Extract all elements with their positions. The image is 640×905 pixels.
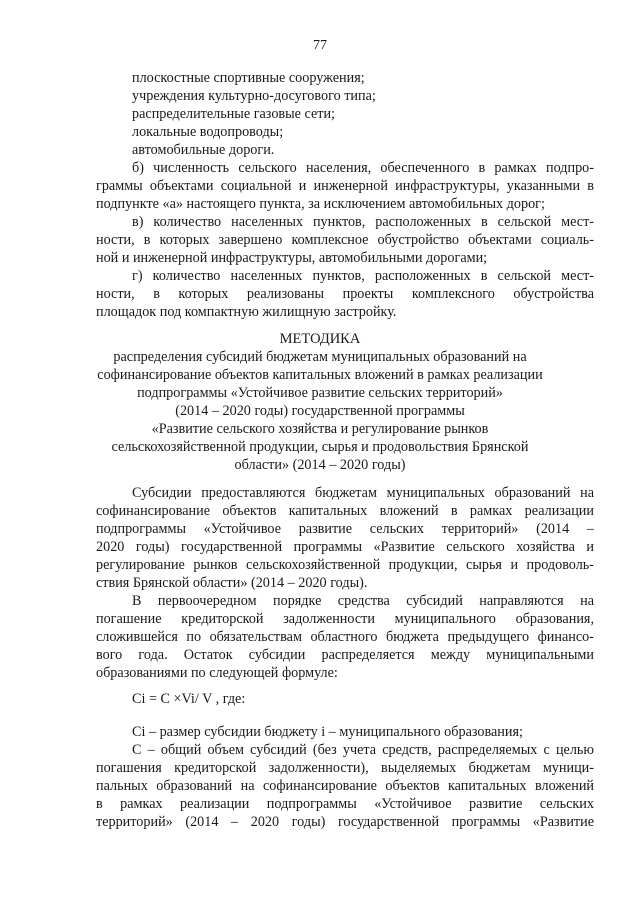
list-item: распределительные газовые сети; [132, 106, 335, 122]
section-title: МЕТОДИКА [279, 331, 361, 347]
paragraph-line: регулирование рынков сельскохозяйственной продукции, сырья и продоволь- [96, 557, 594, 573]
section-subtitle-line: (2014 – 2020 годы) государственной программы [175, 403, 465, 419]
definition-line: Ci – размер субсидии бюджету i – муниципального образования; [132, 724, 523, 740]
definition-line: в рамках реализации подпрограммы «Устойчивое развитие сельских [96, 796, 594, 812]
page-number: 77 [313, 38, 327, 53]
list-item: автомобильные дороги. [132, 142, 275, 158]
section-subtitle-line: распределения субсидий бюджетам муниципальных образований на [113, 349, 527, 365]
paragraph-line: ствия Брянской области» (2014 – 2020 годы). [96, 575, 368, 591]
paragraph-line: площадок под компактную жилищную застройку. [96, 304, 397, 320]
paragraph-line: сложившейся по обязательствам областного бюджета предыдущего финансо- [96, 629, 594, 645]
definition-line: пальных образований на софинансирование объектов капитальных вложений [96, 778, 594, 794]
section-subtitle-line: «Развитие сельского хозяйства и регулирование рынков [151, 421, 489, 437]
section-subtitle-line: сельскохозяйственной продукции, сырья и продовольствия Брянской [111, 439, 529, 455]
paragraph-line: г) количество населенных пунктов, расположенных в сельской мест- [132, 268, 594, 284]
paragraph-line: 2020 годы) государственной программы «Развитие сельского хозяйства и [96, 539, 594, 555]
formula: Ci = C ×Vi/ V , где: [132, 691, 246, 707]
paragraph-line: ной и инженерной инфраструктуры, автомобильными дорогами; [96, 250, 488, 266]
paragraph-line: софинансирование объектов капитальных вложений в рамках реализации [96, 503, 594, 519]
paragraph-line: погашение кредиторской задолженности муниципального образования, [96, 611, 594, 627]
definition-line: территорий» (2014 – 2020 годы) государственной программы «Развитие [96, 814, 594, 830]
paragraph-line: вого года. Остаток субсидии распределяется между муниципальными [96, 647, 594, 663]
section-subtitle-line: подпрограммы «Устойчивое развитие сельских территорий» [137, 385, 503, 401]
paragraph-line: граммы объектами социальной и инженерной инфраструктуры, указанными в [96, 178, 594, 194]
list-item: локальные водопроводы; [132, 124, 284, 140]
paragraph-line: подпункте «а» настоящего пункта, за исключением автомобильных дорог; [96, 196, 545, 212]
list-item: плоскостные спортивные сооружения; [132, 70, 365, 86]
paragraph-line: ности, в которых реализованы проекты комплексного обустройства [96, 286, 594, 302]
paragraph-line: б) численность сельского населения, обеспеченного в рамках подпро- [132, 160, 594, 176]
section-subtitle-line: области» (2014 – 2020 годы) [234, 457, 406, 473]
paragraph-line: ности, в которых завершено комплексное обустройство объектами социаль- [96, 232, 594, 248]
definition-line: погашения кредиторской задолженности), выделяемых бюджетам муници- [96, 760, 594, 776]
paragraph-line: образованиями по следующей формуле: [96, 665, 338, 681]
paragraph-line: подпрограммы «Устойчивое развитие сельских территорий» (2014 – [96, 521, 594, 537]
paragraph-line: Субсидии предоставляются бюджетам муниципальных образований на [132, 485, 594, 501]
paragraph-line: в) количество населенных пунктов, расположенных в сельской мест- [132, 214, 594, 230]
list-item: учреждения культурно-досугового типа; [132, 88, 376, 104]
section-subtitle-line: софинансирование объектов капитальных вложений в рамках реализации [97, 367, 543, 383]
definition-line: С – общий объем субсидий (без учета средств, распределяемых с целью [132, 742, 594, 758]
paragraph-line: В первоочередном порядке средства субсидий направляются на [132, 593, 594, 609]
